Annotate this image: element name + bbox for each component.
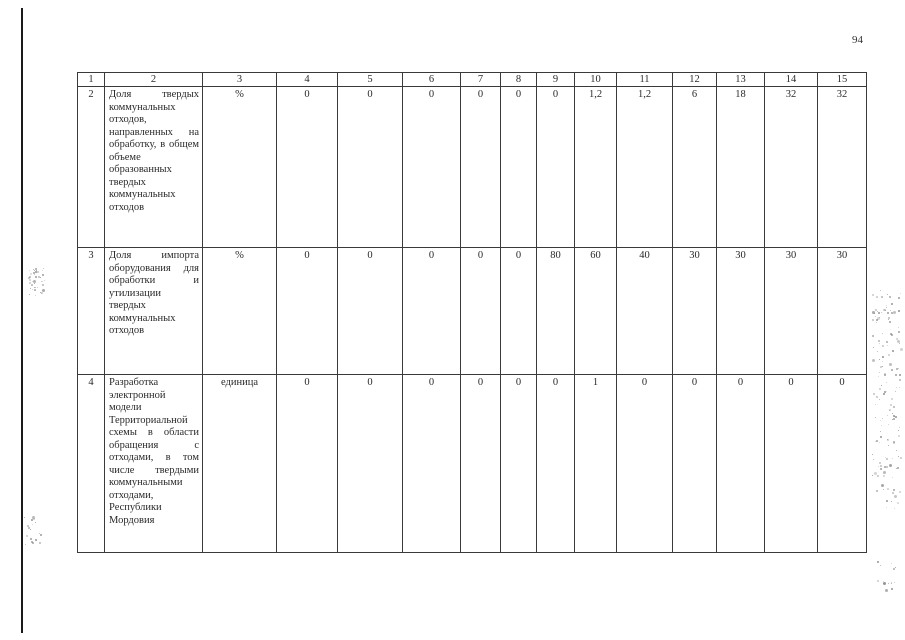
value-cell: 0	[501, 248, 537, 375]
indicator-name-cell: Разработка электронной модели Территориальной схемы в области обращения с отходами, в том числе твердыми коммунальными отходами, Республики Мордовия	[105, 375, 203, 553]
scan-speck	[891, 588, 893, 590]
scan-speck	[892, 458, 893, 459]
value-cell: 0	[338, 375, 403, 553]
scan-speck	[885, 310, 886, 311]
header-cell-5: 5	[338, 73, 403, 87]
scan-speck	[892, 413, 893, 414]
value-cell: 18	[717, 87, 765, 248]
scan-speck	[887, 415, 888, 416]
scan-speck	[878, 312, 880, 314]
scan-speck	[876, 490, 878, 492]
scan-speck	[889, 296, 891, 298]
scan-speck	[39, 533, 40, 534]
header-cell-1: 1	[78, 73, 105, 87]
scan-speck	[876, 322, 877, 323]
page-number: 94	[852, 34, 863, 46]
scan-speck	[40, 277, 41, 278]
value-cell: 0	[537, 375, 575, 553]
scan-speck	[887, 312, 889, 314]
scan-speck	[892, 350, 894, 352]
row-number-cell: 2	[78, 87, 105, 248]
scan-speck	[895, 391, 896, 392]
scan-speck	[888, 445, 889, 446]
table-body	[78, 73, 867, 553]
scan-speck	[898, 331, 900, 333]
header-cell-12: 12	[673, 73, 717, 87]
scan-speck	[43, 268, 44, 269]
scan-speck	[873, 459, 874, 460]
scan-speck	[880, 431, 881, 432]
value-cell: 32	[818, 87, 867, 248]
header-cell-14: 14	[765, 73, 818, 87]
scan-speck	[891, 369, 893, 371]
scan-speck	[895, 374, 897, 376]
scan-speck	[876, 396, 878, 398]
scan-speck	[42, 270, 43, 271]
scan-speck	[29, 270, 30, 271]
indicator-table	[77, 72, 867, 553]
scan-speck	[877, 317, 880, 320]
value-cell: 0	[277, 248, 338, 375]
scan-speck	[894, 495, 897, 498]
header-cell-10: 10	[575, 73, 617, 87]
scan-speck	[33, 518, 35, 520]
scan-speck	[881, 296, 883, 298]
value-cell: 40	[617, 248, 673, 375]
scan-speck	[900, 293, 901, 294]
scan-speck	[29, 276, 31, 278]
scan-speck	[891, 563, 892, 564]
value-cell: 32	[765, 87, 818, 248]
scan-speck	[898, 327, 899, 328]
scan-speck	[881, 484, 884, 487]
scan-speck	[897, 467, 899, 469]
scan-speck	[34, 283, 35, 284]
scan-speck	[881, 312, 882, 313]
scan-speck	[875, 417, 876, 418]
scan-speck	[881, 385, 882, 386]
scan-speck	[886, 500, 888, 502]
value-cell: 0	[403, 87, 461, 248]
scan-speck	[32, 524, 33, 525]
scan-speck	[44, 280, 45, 281]
value-cell: 30	[717, 248, 765, 375]
header-cell-9: 9	[537, 73, 575, 87]
scan-speck	[879, 442, 880, 443]
scan-speck	[880, 468, 882, 470]
value-cell: 0	[461, 87, 501, 248]
scan-speck	[896, 387, 897, 388]
scan-speck	[878, 340, 880, 342]
indicator-name-cell: Доля импорта оборудования для обработки и утилизации твердых коммунальных отходов	[105, 248, 203, 375]
scan-speck	[898, 456, 899, 457]
scan-speck	[881, 425, 882, 426]
scan-speck	[889, 321, 891, 323]
value-cell: 0	[617, 375, 673, 553]
scan-speck	[886, 307, 887, 308]
scan-speck	[35, 295, 36, 296]
scan-speck	[896, 450, 897, 451]
header-cell-2: 2	[105, 73, 203, 87]
header-row	[78, 73, 867, 87]
scan-speck	[893, 568, 895, 570]
header-cell-7: 7	[461, 73, 501, 87]
scan-speck	[880, 420, 881, 421]
value-cell: 0	[717, 375, 765, 553]
scan-speck	[883, 471, 886, 474]
unit-cell: единица	[203, 375, 277, 553]
value-cell: 0	[277, 87, 338, 248]
value-cell: 60	[575, 248, 617, 375]
scan-speck	[35, 268, 37, 270]
scan-speck	[883, 489, 884, 490]
value-cell: 0	[338, 87, 403, 248]
scan-speck	[872, 359, 875, 362]
value-cell: 1,2	[617, 87, 673, 248]
scan-speck	[883, 393, 885, 395]
header-cell-6: 6	[403, 73, 461, 87]
scan-speck	[29, 294, 30, 295]
scan-speck	[888, 319, 889, 320]
scan-speck	[872, 475, 873, 476]
header-cell-13: 13	[717, 73, 765, 87]
scan-speck	[898, 430, 899, 431]
scan-speck	[35, 271, 37, 273]
scan-speck	[38, 276, 40, 278]
table-row	[78, 375, 867, 553]
scan-speck	[898, 310, 900, 312]
indicator-name-cell: Доля твердых коммунальных отходов, направленных на обработку, в общем объеме образованных твердых коммунальных отходов	[105, 87, 203, 248]
scan-speck	[888, 317, 890, 319]
scan-speck	[882, 361, 883, 362]
scan-speck	[34, 289, 36, 291]
scan-speck	[879, 399, 880, 400]
scan-speck	[872, 335, 874, 337]
value-cell: 0	[765, 375, 818, 553]
scan-speck	[26, 535, 28, 537]
header-cell-3: 3	[203, 73, 277, 87]
scan-speck	[887, 294, 888, 295]
scan-speck	[899, 374, 901, 376]
scan-speck	[882, 333, 883, 334]
scan-speck	[900, 348, 903, 351]
scan-speck	[893, 442, 895, 444]
header-cell-8: 8	[501, 73, 537, 87]
unit-cell: %	[203, 87, 277, 248]
scan-speck	[897, 502, 899, 504]
scan-speck	[33, 269, 34, 270]
value-cell: 0	[461, 375, 501, 553]
scan-speck	[39, 542, 41, 544]
scan-speck	[888, 583, 889, 584]
scan-speck	[890, 404, 892, 406]
scan-speck	[893, 418, 895, 420]
scan-speck	[30, 538, 32, 540]
row-number-cell: 4	[78, 375, 105, 553]
value-cell: 0	[461, 248, 501, 375]
scan-speck	[899, 491, 901, 493]
scan-speck	[40, 534, 42, 536]
scan-speck	[42, 281, 43, 282]
scan-speck	[899, 379, 901, 381]
scan-speck	[889, 363, 892, 366]
value-cell: 0	[673, 375, 717, 553]
scan-speck	[884, 373, 886, 375]
scan-speck	[872, 454, 873, 455]
scan-speck	[874, 313, 875, 314]
value-cell: 0	[818, 375, 867, 553]
scan-speck	[898, 368, 899, 369]
scan-speck	[872, 319, 874, 321]
value-cell: 0	[501, 87, 537, 248]
scan-speck	[887, 345, 888, 346]
scan-speck	[886, 382, 887, 383]
scan-speck	[897, 340, 900, 343]
value-cell: 0	[501, 375, 537, 553]
scan-speck	[35, 522, 36, 523]
header-cell-15: 15	[818, 73, 867, 87]
scan-speck	[42, 284, 44, 286]
header-cell-4: 4	[277, 73, 338, 87]
scan-speck	[37, 287, 38, 288]
scan-speck	[888, 424, 889, 425]
scan-speck	[883, 582, 886, 585]
scan-speck	[879, 372, 880, 373]
scan-speck	[882, 356, 884, 358]
scan-speck	[877, 580, 879, 582]
scan-speck	[894, 582, 895, 583]
scan-speck	[898, 435, 900, 437]
scan-speck	[882, 366, 883, 367]
scan-speck	[887, 488, 889, 490]
scan-speck	[876, 296, 878, 298]
scan-speck	[30, 273, 32, 275]
scan-speck	[875, 404, 876, 405]
value-cell: 0	[338, 248, 403, 375]
scan-speck	[882, 418, 883, 419]
value-cell: 30	[818, 248, 867, 375]
scan-speck	[879, 388, 881, 390]
scan-speck	[35, 276, 37, 278]
scan-speck	[891, 398, 893, 400]
scan-speck	[875, 441, 876, 442]
scan-speck	[891, 501, 892, 502]
scan-speck	[41, 292, 43, 294]
value-cell: 30	[673, 248, 717, 375]
scan-speck	[872, 294, 874, 296]
scan-speck	[886, 458, 888, 460]
scan-speck	[879, 343, 880, 344]
table-row	[78, 248, 867, 375]
scan-speck	[890, 310, 891, 311]
scan-speck	[886, 466, 888, 468]
scan-speck	[883, 475, 885, 477]
scan-speck	[873, 393, 875, 395]
binding-line	[21, 8, 23, 633]
value-cell: 0	[277, 375, 338, 553]
scan-speck	[37, 271, 39, 273]
scan-speck	[882, 345, 884, 347]
scan-speck	[892, 492, 894, 494]
value-cell: 0	[403, 248, 461, 375]
scan-speck	[893, 311, 896, 314]
scan-speck	[25, 544, 26, 545]
scan-speck	[889, 464, 892, 467]
scan-speck	[891, 303, 893, 305]
scan-speck	[877, 475, 879, 477]
value-cell: 1	[575, 375, 617, 553]
scan-speck	[877, 561, 879, 563]
value-cell: 6	[673, 87, 717, 248]
scan-speck	[895, 567, 896, 568]
scan-speck	[35, 539, 37, 541]
scan-speck	[886, 341, 888, 343]
unit-cell: %	[203, 248, 277, 375]
scan-speck	[877, 351, 878, 352]
scan-speck	[898, 297, 900, 299]
scan-speck	[892, 477, 893, 478]
scan-speck	[879, 462, 881, 464]
scan-speck	[873, 347, 874, 348]
scan-speck	[879, 359, 880, 360]
scan-speck	[895, 416, 897, 418]
row-number-cell: 3	[78, 248, 105, 375]
scan-speck	[32, 289, 33, 290]
scan-speck	[888, 354, 890, 356]
scan-speck	[878, 376, 879, 377]
value-cell: 30	[765, 248, 818, 375]
scan-speck	[894, 508, 895, 509]
scan-speck	[880, 565, 881, 566]
scan-speck	[893, 406, 895, 408]
scan-speck	[900, 457, 902, 459]
scan-speck	[24, 517, 25, 518]
scan-speck	[31, 284, 33, 286]
scan-speck	[899, 427, 900, 428]
value-cell: 0	[403, 375, 461, 553]
scan-speck	[885, 589, 888, 592]
scan-speck	[880, 436, 882, 438]
scan-speck	[886, 305, 887, 306]
table-row	[78, 87, 867, 248]
scan-speck	[42, 274, 44, 276]
header-cell-11: 11	[617, 73, 673, 87]
value-cell: 1,2	[575, 87, 617, 248]
scan-speck	[886, 507, 887, 508]
value-cell: 0	[537, 87, 575, 248]
scan-speck	[896, 338, 898, 340]
scan-speck	[876, 440, 878, 442]
scan-speck	[878, 466, 879, 467]
scan-speck	[899, 387, 900, 388]
scan-speck	[30, 529, 31, 530]
scan-speck	[880, 465, 882, 467]
scan-speck	[880, 290, 881, 291]
value-cell: 80	[537, 248, 575, 375]
